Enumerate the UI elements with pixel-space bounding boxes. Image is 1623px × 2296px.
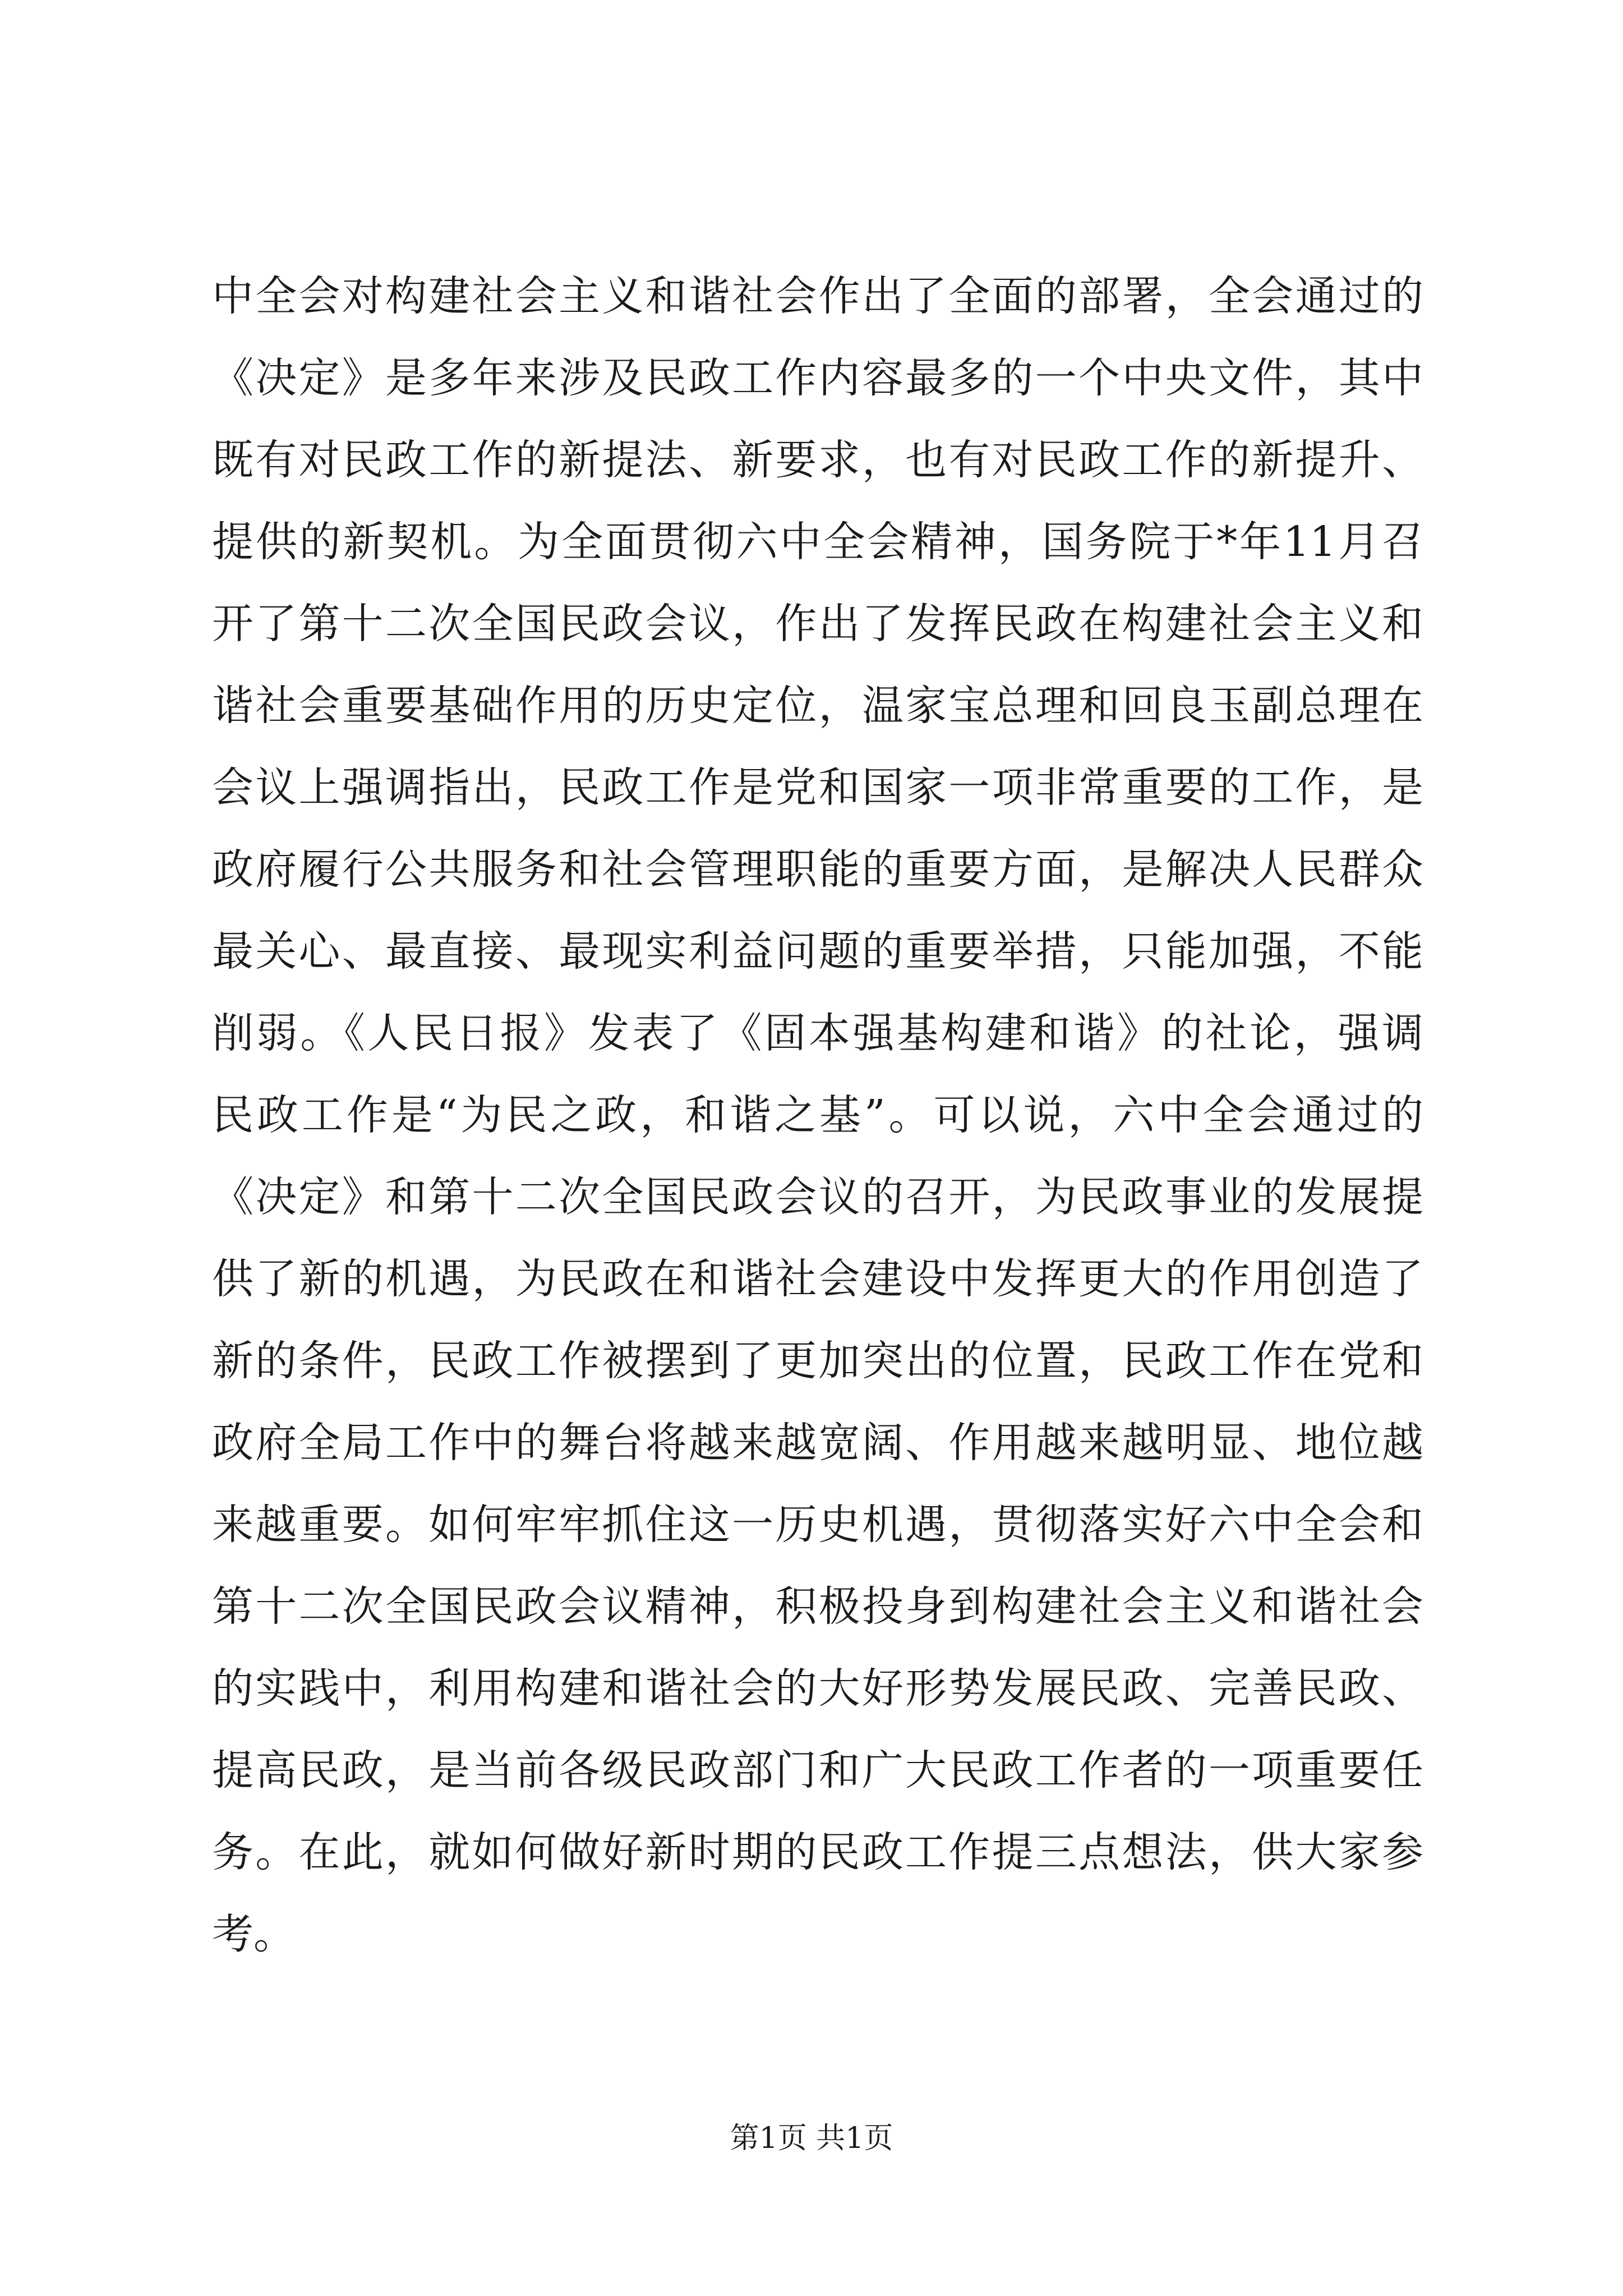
text-line: 务。在此，就如何做好新时期的民政工作提三点想法，供大家参 [212, 1828, 1423, 1876]
text-line: 考。 [212, 1910, 295, 1958]
text-line: 谐社会重要基础作用的历史定位，温家宝总理和回良玉副总理在 [212, 682, 1423, 730]
text-line: 中全会对构建社会主义和谐社会作出了全面的部署，全会通过的 [212, 272, 1423, 320]
text-line: 民政工作是“为民之政，和谐之基”。可以说，六中全会通过的 [212, 1091, 1423, 1139]
text-line: 第十二次全国民政会议精神，积极投身到构建社会主义和谐社会 [212, 1582, 1423, 1631]
text-line: 既有对民政工作的新提法、新要求，也有对民政工作的新提升、 [212, 436, 1423, 484]
text-line: 的实践中，利用构建和谐社会的大好形势发展民政、完善民政、 [212, 1664, 1423, 1713]
text-line: 新的条件，民政工作被摆到了更加突出的位置，民政工作在党和 [212, 1337, 1423, 1385]
page-footer: 第1页 共1页 [730, 2122, 893, 2155]
text-line: 提供的新契机。为全面贯彻六中全会精神，国务院于*年11月召 [212, 518, 1423, 566]
text-line: 政府履行公共服务和社会管理职能的重要方面，是解决人民群众 [212, 845, 1423, 894]
text-line: 最关心、最直接、最现实利益问题的重要举措，只能加强，不能 [212, 927, 1423, 976]
text-line: 《决定》是多年来涉及民政工作内容最多的一个中央文件，其中 [212, 354, 1423, 402]
text-line: 提高民政，是当前各级民政部门和广大民政工作者的一项重要任 [212, 1746, 1423, 1795]
text-line: 《决定》和第十二次全国民政会议的召开，为民政事业的发展提 [212, 1173, 1423, 1221]
body-paragraph [212, 255, 1423, 1975]
text-line: 削弱。《人民日报》发表了《固本强基构建和谐》的社论，强调 [212, 1009, 1423, 1057]
text-line: 供了新的机遇，为民政在和谐社会建设中发挥更大的作用创造了 [212, 1255, 1423, 1303]
text-line: 政府全局工作中的舞台将越来越宽阔、作用越来越明显、地位越 [212, 1419, 1423, 1467]
text-line: 开了第十二次全国民政会议，作出了发挥民政在构建社会主义和 [212, 600, 1423, 648]
text-line: 来越重要。如何牢牢抓住这一历史机遇，贯彻落实好六中全会和 [212, 1501, 1423, 1549]
text-line: 会议上强调指出，民政工作是党和国家一项非常重要的工作，是 [212, 763, 1423, 812]
